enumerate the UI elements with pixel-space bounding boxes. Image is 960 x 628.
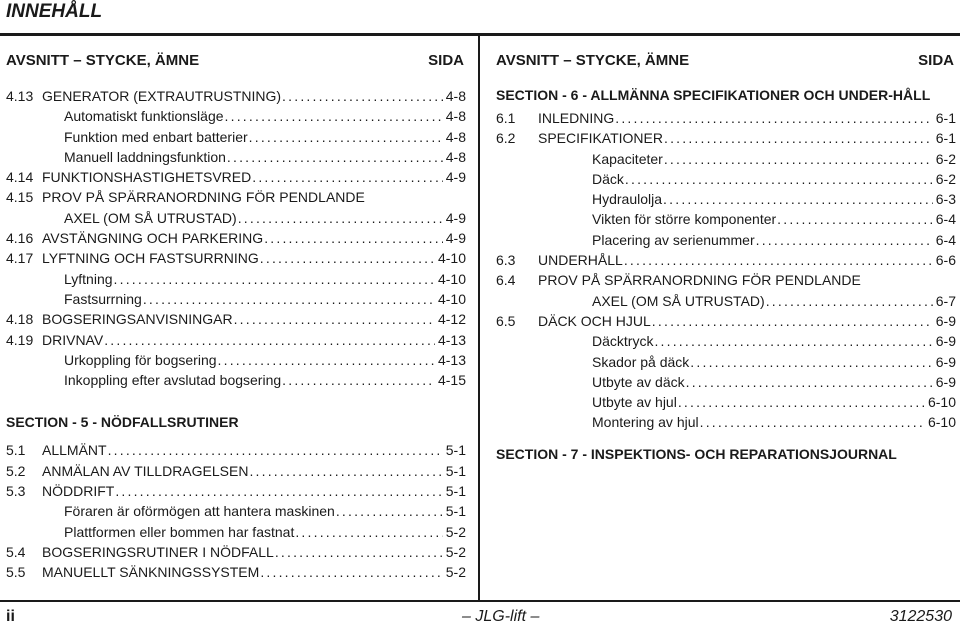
- toc-entry-number: 5.1: [6, 442, 26, 459]
- toc-entry-label: Automatiskt funktionsläge: [64, 108, 224, 125]
- toc-entry-label: PROV PÅ SPÄRRANORDNING FÖR PENDLANDE: [42, 189, 365, 206]
- toc-entry-number: 4.19: [6, 331, 34, 348]
- toc-entry-label: INLEDNING: [538, 110, 615, 126]
- toc-entry-number: 4.18: [6, 311, 34, 328]
- toc-list-section-5: [6, 440, 466, 582]
- toc-entry-page: 6-9: [935, 312, 956, 329]
- toc-entry[interactable]: [496, 311, 956, 331]
- toc-entry-label: Däcktryck: [592, 333, 654, 350]
- toc-entry[interactable]: [6, 127, 466, 147]
- toc-entry-label: Utbyte av hjul: [592, 394, 677, 411]
- toc-entry-label: Hydraulolja: [592, 191, 663, 208]
- toc-entry-page: 4-10: [437, 270, 466, 287]
- dot-leader: [234, 309, 435, 329]
- toc-entry[interactable]: [496, 270, 956, 290]
- toc-entry-page: 5-2: [445, 523, 466, 540]
- toc-entry[interactable]: [496, 149, 956, 169]
- toc-entry-page: 6-9: [935, 333, 956, 350]
- page-footer: [0, 606, 960, 628]
- dot-leader: [260, 562, 442, 582]
- toc-entry-page: 4-8: [445, 88, 466, 104]
- toc-entry[interactable]: [496, 372, 956, 392]
- toc-entry-label: Utbyte av däck: [592, 373, 685, 390]
- section-5-title: SECTION - 5 - NÖDFALLSRUTINER: [6, 414, 239, 431]
- toc-entry-page: 5-1: [445, 462, 466, 479]
- toc-entry-number: 5.2: [6, 462, 26, 479]
- toc-entry-page: 5-1: [445, 483, 466, 500]
- toc-entry-number: 6.4: [496, 272, 516, 289]
- toc-entry-number: 5.4: [6, 543, 26, 560]
- toc-entry-page: 5-2: [445, 564, 466, 581]
- dot-leader: [624, 250, 933, 270]
- toc-entry-label: BOGSERINGSRUTINER I NÖDFALL: [42, 543, 274, 560]
- page-heading-label: SIDA: [918, 52, 954, 69]
- dot-leader: [282, 86, 443, 106]
- toc-entry-label: FUNKTIONSHASTIGHETSVRED: [42, 169, 252, 186]
- toc-entry[interactable]: [496, 209, 956, 229]
- toc-entry-page: 4-13: [437, 331, 466, 348]
- section-heading-label: AVSNITT – STYCKE, ÄMNE: [6, 52, 200, 69]
- toc-entry[interactable]: [496, 392, 956, 412]
- toc-list-section-4: [6, 86, 466, 390]
- toc-entry[interactable]: [6, 309, 466, 329]
- toc-entry-label: Däck: [592, 170, 624, 187]
- toc-entry[interactable]: [496, 128, 956, 148]
- toc-entry-page: 6-6: [935, 252, 956, 269]
- dot-leader: [766, 291, 933, 311]
- toc-entry-page: 6-2: [935, 170, 956, 187]
- toc-entry[interactable]: [496, 291, 956, 311]
- toc-entry-page: 6-10: [927, 414, 956, 431]
- dot-leader: [654, 331, 932, 351]
- toc-entry-page: 6-2: [935, 150, 956, 167]
- toc-entry-page: 4-9: [445, 230, 466, 247]
- dot-leader: [664, 128, 933, 148]
- section-heading-label: AVSNITT – STYCKE, ÄMNE: [496, 52, 690, 69]
- toc-entry-label: PROV PÅ SPÄRRANORDNING FÖR PENDLANDE: [538, 272, 861, 289]
- toc-entry[interactable]: [496, 331, 956, 351]
- toc-entry-page: 6-10: [927, 394, 956, 411]
- toc-entry-label: Fastsurrning: [64, 290, 142, 307]
- toc-entry[interactable]: [6, 269, 466, 289]
- toc-entry-page: 5-1: [445, 503, 466, 520]
- toc-entry-page: 6-9: [935, 373, 956, 390]
- page-title: INNEHÅLL: [6, 1, 103, 22]
- toc-entry-page: 6-4: [935, 211, 956, 228]
- toc-entry-label: Lyftning: [64, 270, 113, 287]
- toc-entry-label: DRIVNAV: [42, 331, 104, 348]
- toc-entry-label: Vikten för större komponenter: [592, 211, 777, 228]
- dot-leader: [115, 481, 442, 501]
- toc-entry-page: 4-8: [445, 148, 466, 165]
- toc-entry-label: Funktion med enbart batterier: [64, 128, 248, 145]
- toc-entry-page: 6-1: [935, 110, 956, 126]
- footer-page-number: ii: [6, 608, 15, 625]
- toc-entry-label: Manuell laddningsfunktion: [64, 148, 226, 165]
- toc-entry-label: Skador på däck: [592, 353, 690, 370]
- toc-entry-label: UNDERHÅLL: [538, 252, 623, 269]
- toc-entry-page: 6-9: [935, 353, 956, 370]
- toc-entry-page: 6-3: [935, 191, 956, 208]
- toc-entry[interactable]: [496, 169, 956, 189]
- toc-entry-page: 4-15: [437, 372, 466, 389]
- right-column-header: [496, 50, 956, 72]
- toc-entry[interactable]: [496, 108, 956, 128]
- dot-leader: [664, 149, 933, 169]
- toc-entry-label: SPECIFIKATIONER: [538, 130, 663, 147]
- toc-entry-page: 4-8: [445, 128, 466, 145]
- right-column: [496, 50, 956, 467]
- toc-entry[interactable]: [6, 289, 466, 309]
- toc-entry-number: 4.16: [6, 230, 34, 247]
- toc-entry[interactable]: [6, 461, 466, 481]
- toc-entry-number: 4.15: [6, 189, 34, 206]
- toc-entry[interactable]: [6, 248, 466, 268]
- toc-entry[interactable]: [496, 230, 956, 250]
- toc-entry[interactable]: [6, 562, 466, 582]
- toc-rows-section-6: [496, 108, 956, 433]
- dot-leader: [678, 392, 925, 412]
- toc-entry-label: Kapaciteter: [592, 150, 663, 167]
- toc-entry-label: GENERATOR (EXTRAUTRUSTNING): [42, 88, 282, 104]
- dot-leader: [225, 106, 443, 126]
- dot-leader: [295, 522, 442, 542]
- toc-entry-number: 5.5: [6, 564, 26, 581]
- toc-entry-label: Placering av serienummer: [592, 231, 755, 248]
- toc-entry[interactable]: [6, 440, 466, 460]
- toc-entry-number: 4.14: [6, 169, 34, 186]
- page-heading-label: SIDA: [428, 52, 464, 69]
- dot-leader: [690, 352, 932, 372]
- toc-entry[interactable]: [6, 330, 466, 350]
- dot-leader: [104, 330, 435, 350]
- toc-entry-label: Inkoppling efter avslutad bogsering: [64, 372, 282, 389]
- dot-leader: [252, 167, 443, 187]
- dot-leader: [700, 412, 925, 432]
- toc-entry-page: 5-2: [445, 543, 466, 560]
- section-6-title: SECTION - 6 - ALLMÄNNA SPECIFIKATIONER OCH UNDER-HÅLL: [496, 87, 931, 103]
- toc-entry-page: 4-8: [445, 108, 466, 125]
- dot-leader: [238, 208, 443, 228]
- toc-entry-page: 5-1: [445, 442, 466, 459]
- dot-leader: [227, 147, 443, 167]
- dot-leader: [625, 169, 933, 189]
- toc-entry-label: AVSTÄNGNING OCH PARKERING: [42, 230, 264, 247]
- toc-entry[interactable]: [6, 481, 466, 501]
- toc-entry[interactable]: [6, 228, 466, 248]
- toc-entry-number: 6.2: [496, 130, 516, 147]
- toc-entry-number: 6.3: [496, 252, 516, 269]
- toc-entry-page: 6-7: [935, 292, 956, 309]
- footer-brand: – JLG-lift –: [462, 608, 540, 625]
- toc-entry-label: ALLMÄNT: [42, 442, 107, 459]
- dot-leader: [108, 440, 443, 460]
- toc-entry-page: 4-10: [437, 250, 466, 267]
- dot-leader: [249, 127, 443, 147]
- toc-list-section-6: [496, 86, 956, 464]
- dot-leader: [114, 269, 435, 289]
- toc-entry-page: 6-1: [935, 130, 956, 147]
- toc-entry[interactable]: [6, 167, 466, 187]
- toc-entry-label: ANMÄLAN AV TILLDRAGELSEN: [42, 462, 249, 479]
- toc-entry[interactable]: [6, 522, 466, 542]
- toc-entry-label: Föraren är oförmögen att hantera maskinen: [64, 503, 335, 520]
- toc-entry-label: DÄCK OCH HJUL: [538, 312, 651, 329]
- toc-entry[interactable]: [6, 86, 466, 106]
- toc-entry-page: 6-4: [935, 231, 956, 248]
- dot-leader: [260, 248, 435, 268]
- dot-leader: [777, 209, 933, 229]
- toc-entry[interactable]: [6, 542, 466, 562]
- toc-entry[interactable]: [6, 501, 466, 521]
- toc-entry-label: Montering av hjul: [592, 414, 699, 431]
- dot-leader: [663, 189, 933, 209]
- toc-entry-label: LYFTNING OCH FASTSURRNING: [42, 250, 259, 267]
- bottom-rule: [0, 600, 960, 602]
- toc-entry-label: BOGSERINGSANVISNINGAR: [42, 311, 233, 328]
- toc-entry-label: AXEL (OM SÅ UTRUSTAD): [592, 292, 765, 309]
- toc-entry-label: Plattformen eller bommen har fastnat: [64, 523, 295, 540]
- column-divider: [478, 36, 480, 600]
- dot-leader: [264, 228, 443, 248]
- left-column: [6, 50, 466, 583]
- dot-leader: [218, 350, 435, 370]
- toc-entry[interactable]: [6, 147, 466, 167]
- toc-entry-page: 4-13: [437, 351, 466, 368]
- toc-entry[interactable]: [496, 189, 956, 209]
- toc-entry-label: MANUELLT SÄNKNINGSSYSTEM: [42, 564, 260, 581]
- dot-leader: [336, 501, 443, 521]
- section-7-title: SECTION - 7 - INSPEKTIONS- OCH REPARATIONSJOURNAL: [496, 445, 897, 462]
- dot-leader: [143, 289, 435, 309]
- top-rule: [0, 33, 960, 36]
- toc-entry[interactable]: [6, 208, 466, 228]
- dot-leader: [756, 230, 933, 250]
- toc-entry[interactable]: [6, 370, 466, 390]
- toc-entry-number: 4.17: [6, 250, 34, 267]
- toc-entry[interactable]: [496, 352, 956, 372]
- dot-leader: [282, 370, 435, 390]
- toc-entry[interactable]: [6, 350, 466, 370]
- toc-entry[interactable]: [496, 412, 956, 432]
- toc-entry-page: 4-10: [437, 290, 466, 307]
- toc-entry-label: Urkoppling för bogsering: [64, 351, 217, 368]
- toc-entry[interactable]: [6, 187, 466, 207]
- dot-leader: [652, 311, 933, 331]
- toc-entry-number: 6.1: [496, 110, 516, 126]
- toc-entry-number: 5.3: [6, 483, 26, 500]
- dot-leader: [249, 461, 442, 481]
- left-column-header: [6, 50, 466, 72]
- toc-entry[interactable]: [6, 106, 466, 126]
- dot-leader: [615, 108, 933, 128]
- toc-entry-label: NÖDDRIFT: [42, 483, 115, 500]
- toc-entry-number: 6.5: [496, 312, 516, 329]
- toc-entry-page: 4-9: [445, 169, 466, 186]
- toc-entry-label: AXEL (OM SÅ UTRUSTAD): [64, 209, 237, 226]
- dot-leader: [275, 542, 443, 562]
- toc-entry-number: 4.13: [6, 88, 34, 104]
- toc-entry-page: 4-9: [445, 209, 466, 226]
- dot-leader: [686, 372, 933, 392]
- footer-doc-number: 3122530: [889, 608, 952, 625]
- toc-entry-page: 4-12: [437, 311, 466, 328]
- toc-entry[interactable]: [496, 250, 956, 270]
